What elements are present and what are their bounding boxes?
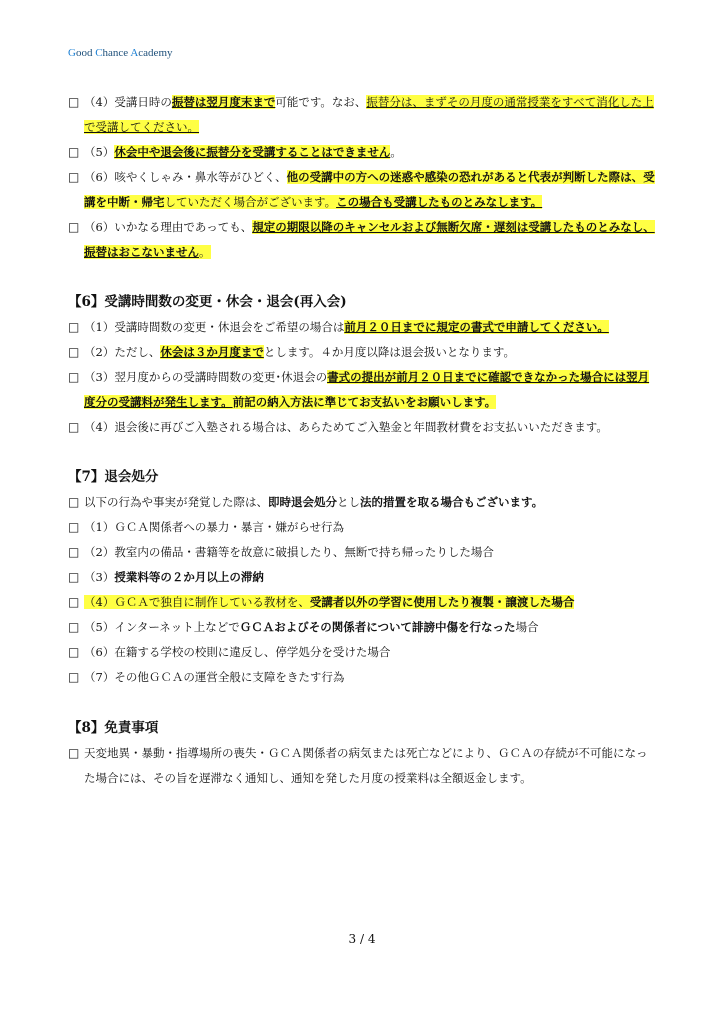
checkbox-icon: □ (68, 545, 80, 559)
list-item: □ 天変地異・暴動・指導場所の喪失・ＧＣＡ関係者の病気または死亡などにより、ＧＣＡの存続が不可能になった場合には、その旨を遅滞なく通知し、通知を発した月度の授業料は全額返金します。 (68, 741, 658, 791)
list-item: □ （2）ただし、休会は３か月度までとします。４か月度以降は退会扱いとなります。 (68, 340, 658, 365)
list-item: □ （7）その他ＧＣＡの運営全般に支障をきたす行為 (68, 665, 658, 690)
section-6-title: 【6】受講時間数の変更・休会・退会(再入会) (68, 294, 347, 310)
checkbox-icon: □ (68, 420, 80, 434)
checkbox-icon: □ (68, 495, 80, 509)
checkbox-icon: □ (68, 645, 80, 659)
list-item: □ （3）翌月度からの受講時間数の変更･休退会の書式の提出が前月２０日までに確認できなかった場合には翌月度分の受講料が発生します。前記の納入方法に準じてお支払いをお願いします。 (68, 365, 658, 415)
checkbox-icon: □ (68, 520, 80, 534)
checkbox-icon: □ (68, 670, 80, 684)
list-item: □ （6）咳やくしゃみ・鼻水等がひどく、他の受講中の方への迷惑や感染の恐れがあると代表が判断した際は、受講を中断・帰宅していただく場合がございます。この場合も受講したものとみなします。 (68, 165, 658, 215)
checkbox-icon: □ (68, 345, 80, 359)
checkbox-icon: □ (68, 320, 80, 334)
section-8 (68, 716, 658, 791)
checkbox-icon: □ (68, 170, 80, 184)
list-item: □ （4）退会後に再びご入塾される場合は、あらためてご入塾金と年間教材費をお支払いいただきます。 (68, 415, 658, 440)
list-item: □ （1）受講時間数の変更・休退会をご希望の場合は前月２０日までに規定の書式で申請してください。 (68, 315, 658, 340)
checkbox-icon: □ (68, 595, 80, 609)
section-6 (68, 290, 658, 440)
list-item: □ 以下の行為や事実が発覚した際は、即時退会処分とし法的措置を取る場合もございます。 (68, 490, 658, 515)
list-item: □ （6）いかなる理由であっても、規定の期限以降のキャンセルおよび無断欠席・遅刻は受講したものとみなし、振替はおこないません。 (68, 215, 658, 265)
header-brand: Good Chance Academy (68, 47, 173, 59)
checkbox-icon: □ (68, 220, 80, 234)
checkbox-icon: □ (68, 570, 80, 584)
section-7-title: 【7】退会処分 (68, 469, 159, 485)
list-item: □ （5）休会中や退会後に振替分を受講することはできません。 (68, 140, 658, 165)
checkbox-icon: □ (68, 370, 80, 384)
section-8-title: 【8】免責事項 (68, 720, 159, 736)
checkbox-icon: □ (68, 746, 80, 760)
list-item: □ （2）教室内の備品・書籍等を故意に破損したり、無断で持ち帰ったりした場合 (68, 540, 658, 565)
checkbox-icon: □ (68, 620, 80, 634)
list-item: □ （4）ＧＣＡで独自に制作している教材を、受講者以外の学習に使用したり複製・譲渡した場合 (68, 590, 658, 615)
list-item: □ （3）授業料等の２か月以上の滞納 (68, 565, 658, 590)
list-item: □ （1）ＧＣＡ関係者への暴力・暴言・嫌がらせ行為 (68, 515, 658, 540)
list-item: □ （4）受講日時の振替は翌月度末まで可能です。なお、振替分は、まずその月度の通常授業をすべて消化した上で受講してください。 (68, 90, 658, 140)
list-item: □ （6）在籍する学校の校則に違反し、停学処分を受けた場合 (68, 640, 658, 665)
checkbox-icon: □ (68, 95, 80, 109)
list-item: □ （5）インターネット上などでＧＣＡおよびその関係者について誹謗中傷を行なった場合 (68, 615, 658, 640)
checkbox-icon: □ (68, 145, 80, 159)
section-5-continued (68, 90, 658, 265)
page-number: 3 / 4 (348, 932, 376, 946)
section-7 (68, 465, 658, 690)
